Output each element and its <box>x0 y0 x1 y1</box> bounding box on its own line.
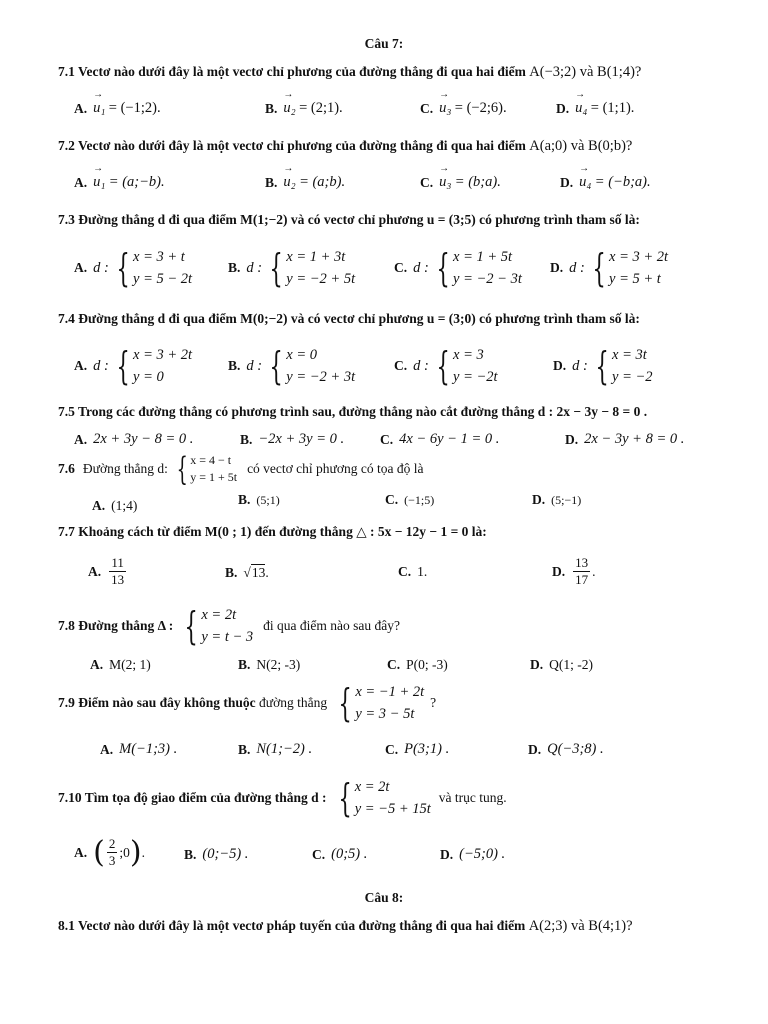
param-system: { x = 0 y = −2 + 3t <box>269 344 356 388</box>
question-7-2-points: A(a;0) và B(0;b)? <box>529 138 633 154</box>
question-8-1 <box>58 918 633 935</box>
question-7-3 <box>58 212 640 228</box>
option-7-1-b[interactable]: B. → u₂ = (2;1). <box>265 100 343 117</box>
fraction: $\frac{11}{13}$ <box>111 555 125 587</box>
option-7-10-b[interactable]: B. (0;−5) . <box>184 846 249 862</box>
question-7-6: 7.6 Đường thẳng d: { x = 4 − t y = 1 + 5t có vectơ chỉ phương có tọa độ là <box>58 450 424 488</box>
option-7-10-d[interactable]: D. (−5;0) . <box>440 846 506 862</box>
option-7-3-a[interactable]: A. d : { x = 3 + t y = 5 − 2t <box>74 246 193 290</box>
option-7-1-d[interactable]: D. → u₄ = (1;1). <box>556 100 634 117</box>
option-7-8-b[interactable]: B. N(2; -3) <box>238 657 301 672</box>
option-7-8-d[interactable]: D. Q(1; -2) <box>530 657 593 672</box>
option-7-6-b[interactable]: B. (5;1) <box>238 492 280 507</box>
option-7-7-a[interactable]: A. $\frac{11}{13}$ <box>88 555 125 587</box>
param-system: { x = 3 + 2t y = 5 + t <box>592 246 669 290</box>
option-7-1-a[interactable]: A. → u₁ = (−1;2). <box>74 100 161 117</box>
option-7-9-b[interactable]: B. N(1;−2) . <box>238 741 313 757</box>
param-system: { x = 2t y = t − 3 <box>184 604 254 648</box>
option-7-6-a[interactable]: A. (1;4) <box>92 498 138 513</box>
option-7-3-c[interactable]: C. d : { x = 1 + 5t y = −2 − 3t <box>394 246 522 290</box>
option-7-4-d[interactable]: D. d : { x = 3t y = −2 <box>553 344 653 388</box>
question-7-9: 7.9 Điểm nào sau đây không thuộc đường thẳng { x = −1 + 2t y = 3 − 5t ? <box>58 681 437 725</box>
option-7-4-c[interactable]: C. d : { x = 3 y = −2t <box>394 344 498 388</box>
question-8-1-text: 8.1 Vectơ nào dưới đây là một vectơ pháp tuyến của đường thẳng đi qua hai điểm <box>58 918 526 933</box>
option-7-7-b[interactable]: B. √ 13 . <box>225 564 269 580</box>
param-system: { x = 1 + 5t y = −2 − 3t <box>436 246 522 290</box>
question-7-5 <box>58 404 647 420</box>
fraction: $\frac{2}{3}$ <box>108 836 116 868</box>
option-7-4-b[interactable]: B. d : { x = 0 y = −2 + 3t <box>228 344 356 388</box>
param-system: { x = 3t y = −2 <box>595 344 653 388</box>
section-heading-cau-8: Câu 8: <box>364 890 404 905</box>
option-7-5-b[interactable]: B. −2x + 3y = 0 . <box>240 431 345 447</box>
question-7-7 <box>58 524 487 540</box>
option-7-4-a[interactable]: A. d : { x = 3 + 2t y = 0 <box>74 344 193 388</box>
option-7-3-d[interactable]: D. d : { x = 3 + 2t y = 5 + t <box>550 246 669 290</box>
option-7-5-d[interactable]: D. 2x − 3y + 8 = 0 . <box>565 431 685 447</box>
option-7-10-c[interactable]: C. (0;5) . <box>312 846 368 862</box>
param-system: { x = 3 + t y = 5 − 2t <box>116 246 193 290</box>
param-system: { x = 3 + 2t y = 0 <box>116 344 193 388</box>
option-7-5-a[interactable]: A. 2x + 3y − 8 = 0 . <box>74 431 194 447</box>
question-7-4 <box>58 311 640 327</box>
question-7-1-points: A(−3;2) và B(1;4)? <box>529 64 642 80</box>
option-7-6-d[interactable]: D. (5;−1) <box>532 492 582 507</box>
option-7-2-c[interactable]: C. → u₃ = (b;a). <box>420 174 501 191</box>
option-7-10-a[interactable]: A. ( $\frac{2}{3}$ ;0 ) . <box>74 834 145 870</box>
option-7-2-b[interactable]: B. → u₂ = (a;b). <box>265 174 345 191</box>
question-7-1 <box>58 64 641 81</box>
question-7-2 <box>58 138 632 155</box>
option-7-9-a[interactable]: A. M(−1;3) . <box>100 741 178 757</box>
param-system: { x = 1 + 3t y = −2 + 5t <box>269 246 356 290</box>
param-system: { x = 4 − t y = 1 + 5t <box>176 450 238 488</box>
param-system: { x = 3 y = −2t <box>436 344 498 388</box>
question-7-2-text: 7.2 Vectơ nào dưới đây là một vectơ chỉ phương của đường thẳng đi qua hai điểm <box>58 138 526 153</box>
question-7-5-text: 7.5 Trong các đường thẳng có phương trình sau, đường thẳng nào cắt đường thẳng d : 2x − 3y − 8 = 0 . <box>58 404 648 419</box>
section-heading-cau-7: Câu 7: <box>364 36 404 51</box>
option-7-2-d[interactable]: D. → u₄ = (−b;a). <box>560 174 651 191</box>
question-7-10: 7.10 Tìm tọa độ giao điểm của đường thẳng d : { x = 2t y = −5 + 15t và trục tung. <box>58 776 507 820</box>
option-7-5-c[interactable]: C. 4x − 6y − 1 = 0 . <box>380 431 500 447</box>
option-7-2-a[interactable]: A. → u₁ = (a;−b). <box>74 174 165 191</box>
question-7-3-text: 7.3 Đường thẳng d đi qua điểm M(1;−2) và có vectơ chỉ phương u = (3;5) có phương trình tham số là: <box>58 212 640 227</box>
question-7-7-text: 7.7 Khoảng cách từ điểm M(0 ; 1) đến đường thẳng △ : 5x − 12y − 1 = 0 là: <box>58 524 487 539</box>
option-7-1-c[interactable]: C. → u₃ = (−2;6). <box>420 100 507 117</box>
option-7-8-c[interactable]: C. P(0; -3) <box>387 657 448 672</box>
param-system: { x = 2t y = −5 + 15t <box>337 776 431 820</box>
sqrt-icon: √ <box>243 564 251 580</box>
option-7-3-b[interactable]: B. d : { x = 1 + 3t y = −2 + 5t <box>228 246 356 290</box>
option-7-9-c[interactable]: C. P(3;1) . <box>385 741 450 757</box>
question-7-8: 7.8 Đường thẳng Δ : { x = 2t y = t − 3 đi qua điểm nào sau đây? <box>58 604 401 648</box>
option-7-9-d[interactable]: D. Q(−3;8) . <box>528 741 604 757</box>
option-7-6-c[interactable]: C. (−1;5) <box>385 492 435 507</box>
param-system: { x = −1 + 2t y = 3 − 5t <box>338 681 425 725</box>
option-7-7-d[interactable]: D. $\frac{13}{17}$ . <box>552 555 596 587</box>
option-7-8-a[interactable]: A. M(2; 1) <box>90 657 151 672</box>
option-7-7-c[interactable]: C. 1. <box>398 564 428 579</box>
question-7-1-text: 7.1 Vectơ nào dưới đây là một vectơ chỉ phương của đường thẳng đi qua hai điểm <box>58 64 526 79</box>
question-7-4-text: 7.4 Đường thẳng d đi qua điểm M(0;−2) và có vectơ chỉ phương u = (3;0) có phương trình tham số là: <box>58 311 640 326</box>
question-8-1-points: A(2;3) và B(4;1)? <box>528 918 633 934</box>
fraction: $\frac{13}{17}$ <box>575 555 589 587</box>
